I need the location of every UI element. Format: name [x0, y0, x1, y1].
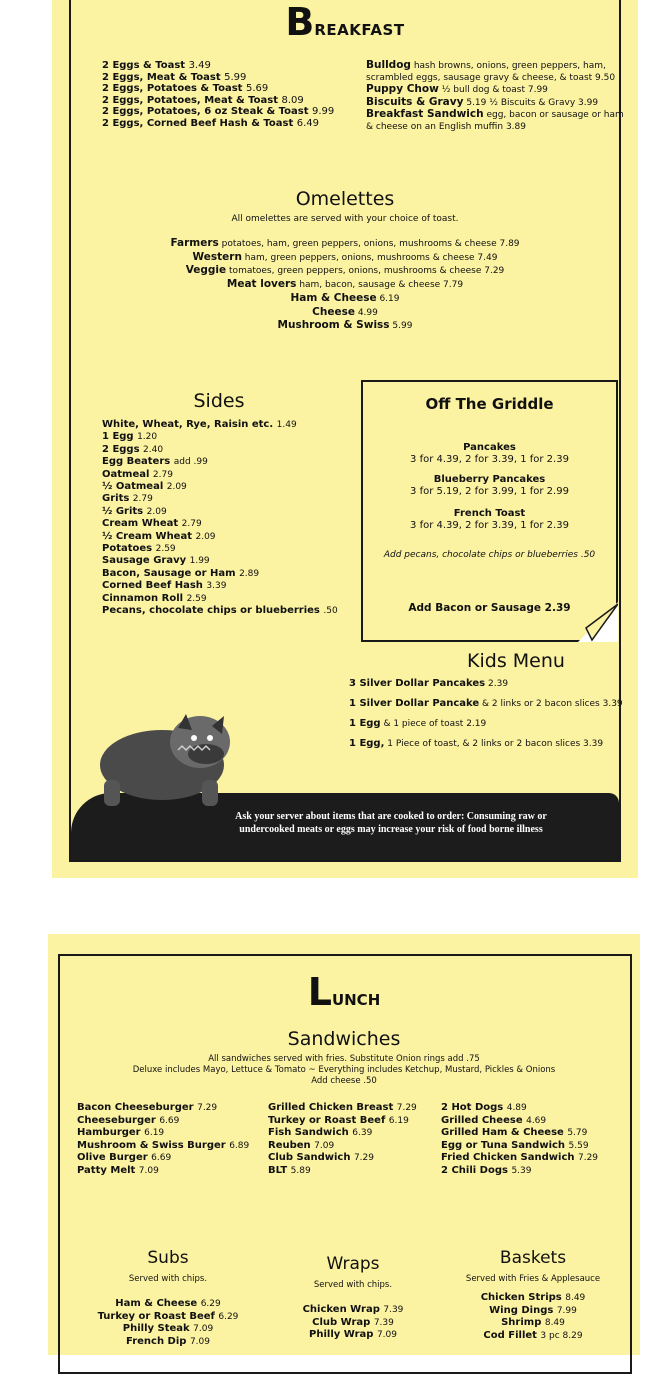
sides-list [102, 419, 338, 618]
list-item: Olive Burger 6.69 [77, 1152, 172, 1164]
list-item: Ham & Cheese 6.29 [115, 1298, 221, 1309]
list-item: 2 Eggs 2.40 [102, 443, 164, 455]
list-item: Patty Melt 7.09 [77, 1164, 159, 1176]
list-item: 2 Chili Dogs 5.39 [441, 1164, 532, 1176]
bulldog-mascot-icon [82, 700, 242, 810]
list-item: Chicken Strips 8.49 [480, 1292, 586, 1303]
list-item: Breakfast Sandwich egg, bacon or sausage or ham & cheese on an English muffin 3.89 [366, 108, 624, 132]
list-item: Farmers potatoes, ham, green peppers, onions, mushrooms & cheese 7.89 [170, 237, 520, 249]
list-item: BLT 5.89 [268, 1164, 311, 1176]
list-item: Turkey or Roast Beef 6.19 [268, 1114, 409, 1126]
list-item: Chicken Wrap 7.39 [302, 1304, 404, 1315]
list-item: Sausage Gravy 1.99 [102, 555, 210, 567]
list-item: Biscuits & Gravy 5.19 ½ Biscuits & Gravy 3.99 [366, 95, 599, 108]
griddle-item-pancakes: Pancakes 3 for 4.39, 2 for 3.39, 1 for 2.39 [410, 442, 569, 465]
list-item: ½ Oatmeal 2.09 [102, 481, 187, 493]
egg-items-list [102, 60, 334, 129]
baskets-note: Served with Fries & Applesauce [465, 1274, 601, 1284]
list-item: Meat lovers ham, bacon, sausage & cheese 7.79 [226, 278, 464, 291]
list-item: 1 Egg, 1 Piece of toast, & 2 links or 2 bacon slices 3.39 [349, 738, 604, 749]
lunch-menu-page [48, 934, 640, 1355]
list-item: French Dip 7.09 [126, 1335, 210, 1347]
list-item: ½ Cream Wheat 2.09 [102, 530, 216, 542]
breakfast-title [52, 0, 638, 44]
list-item: Puppy Chow ½ bull dog & toast 7.99 [366, 83, 548, 95]
list-item: Cheeseburger 6.69 [77, 1114, 180, 1126]
list-item: 2 Eggs & Toast 3.49 [102, 60, 211, 71]
list-item: 2 Eggs, Potatoes, Meat & Toast 8.09 [102, 94, 304, 106]
list-item: Cinnamon Roll 2.59 [102, 592, 207, 604]
list-item: Shrimp 8.49 [501, 1317, 565, 1329]
list-item: ½ Grits 2.09 [102, 505, 167, 517]
list-item: Corned Beef Hash 3.39 [102, 580, 227, 592]
list-item: Grits 2.79 [102, 493, 153, 505]
omelettes-heading: Omelettes [295, 188, 395, 210]
griddle-item-french-toast: French Toast 3 for 4.39, 2 for 3.39, 1 for 2.39 [410, 508, 569, 531]
list-item: Bacon Cheeseburger 7.29 [77, 1102, 218, 1113]
lunch-title-rest: UNCH [331, 991, 381, 1009]
list-item: Cream Wheat 2.79 [102, 518, 202, 530]
list-item: Mushroom & Swiss 5.99 [277, 319, 413, 332]
list-item: Western ham, green peppers, onions, mushrooms & cheese 7.49 [192, 250, 498, 263]
griddle-add-bacon: Add Bacon or Sausage 2.39 [408, 602, 571, 614]
list-item: 3 Silver Dollar Pancakes 2.39 [349, 678, 509, 689]
sandwiches-heading: Sandwiches [287, 1028, 401, 1050]
list-item: Philly Steak 7.09 [122, 1323, 214, 1335]
list-item: Veggie tomatoes, green peppers, onions, mushrooms & cheese 7.29 [185, 264, 505, 277]
list-item: Turkey or Roast Beef 6.29 [97, 1310, 239, 1322]
list-item: 1 Egg 1.20 [102, 431, 158, 443]
griddle-heading: Off The Griddle [425, 395, 554, 413]
subs-list [68, 1298, 268, 1348]
sandwich-column-1 [77, 1102, 249, 1178]
list-item: Bacon, Sausage or Ham 2.89 [102, 567, 260, 579]
breakfast-title-rest: REAKFAST [314, 21, 405, 39]
list-item: Fish Sandwich 6.39 [268, 1127, 373, 1139]
lunch-title [48, 970, 640, 1014]
sandwiches-note: All sandwiches served with fries. Substitute Onion rings add .75 Deluxe includes Mayo, Lettuce & Tomato ~ Everything includes Ketchup, Mustard, Pickles & Onions Add cheese .50 [132, 1054, 556, 1086]
list-item: 2 Hot Dogs 4.89 [441, 1102, 527, 1113]
list-item: Reuben 7.09 [268, 1139, 335, 1151]
list-item: Grilled Chicken Breast 7.29 [268, 1102, 417, 1113]
list-item: Philly Wrap 7.09 [309, 1329, 397, 1341]
wraps-note: Served with chips. [313, 1280, 393, 1290]
list-item: Fried Chicken Sandwich 7.29 [441, 1152, 599, 1164]
baskets-list [448, 1292, 618, 1342]
breakfast-specials-list [366, 60, 628, 133]
list-item: Grilled Ham & Cheese 5.79 [441, 1127, 588, 1139]
sandwich-column-2 [268, 1102, 417, 1178]
wraps-heading: Wraps [326, 1254, 380, 1274]
list-item: 1 Egg & 1 piece of toast 2.19 [349, 718, 487, 729]
list-item: Club Sandwich 7.29 [268, 1152, 374, 1164]
list-item: Wing Dings 7.99 [489, 1304, 577, 1316]
list-item: Hamburger 6.19 [77, 1127, 165, 1139]
griddle-add-note: Add pecans, chocolate chips or blueberries .50 [383, 550, 596, 560]
list-item: Potatoes 2.59 [102, 543, 176, 555]
sides-heading: Sides [193, 390, 245, 412]
list-item: Bulldog hash browns, onions, green peppers, ham, scrambled eggs, sausage gravy & cheese, & toast 9.50 [366, 59, 616, 83]
subs-note: Served with chips. [128, 1274, 208, 1284]
wraps-list [273, 1304, 433, 1342]
list-item: Cheese 4.99 [312, 305, 378, 318]
food-safety-notice: Ask your server about items that are cooked to order: Consuming raw or undercooked meats or eggs may increase your risk of food borne illness [235, 811, 547, 835]
subs-heading: Subs [147, 1248, 189, 1268]
kids-menu-list [349, 674, 623, 754]
list-item: Mushroom & Swiss Burger 6.89 [77, 1139, 250, 1151]
page-curl-icon [578, 602, 618, 642]
list-item: 2 Eggs, Corned Beef Hash & Toast 6.49 [102, 117, 319, 129]
baskets-heading: Baskets [499, 1248, 567, 1268]
list-item: 1 Silver Dollar Pancake & 2 links or 2 bacon slices 3.39 [349, 698, 623, 709]
griddle-box [361, 380, 618, 642]
list-item: Egg or Tuna Sandwich 5.59 [441, 1139, 589, 1151]
breakfast-menu-page [52, 0, 638, 878]
list-item: Pecans, chocolate chips or blueberries .50 [102, 605, 338, 617]
list-item: 2 Eggs, Potatoes & Toast 5.69 [102, 83, 269, 94]
list-item: Cod Fillet 3 pc 8.29 [483, 1329, 583, 1341]
list-item: Egg Beaters add .99 [102, 456, 208, 468]
list-item: Club Wrap 7.39 [312, 1316, 394, 1328]
kids-menu-heading: Kids Menu [467, 650, 565, 672]
list-item: Ham & Cheese 6.19 [290, 291, 400, 304]
list-item: White, Wheat, Rye, Raisin etc. 1.49 [102, 419, 297, 430]
list-item: Grilled Cheese 4.69 [441, 1114, 547, 1126]
list-item: 2 Eggs, Potatoes, 6 oz Steak & Toast 9.99 [102, 106, 335, 117]
griddle-item-blueberry: Blueberry Pancakes 3 for 5.19, 2 for 3.99, 1 for 2.99 [410, 474, 569, 497]
omelettes-list [52, 237, 638, 333]
list-item: Oatmeal 2.79 [102, 468, 173, 480]
list-item: 2 Eggs, Meat & Toast 5.99 [102, 71, 247, 83]
breakfast-title-initial: B [285, 0, 315, 44]
lunch-title-initial: L [307, 970, 332, 1014]
sandwich-column-3 [441, 1102, 598, 1178]
omelettes-note: All omelettes are served with your choice of toast. [231, 214, 459, 224]
